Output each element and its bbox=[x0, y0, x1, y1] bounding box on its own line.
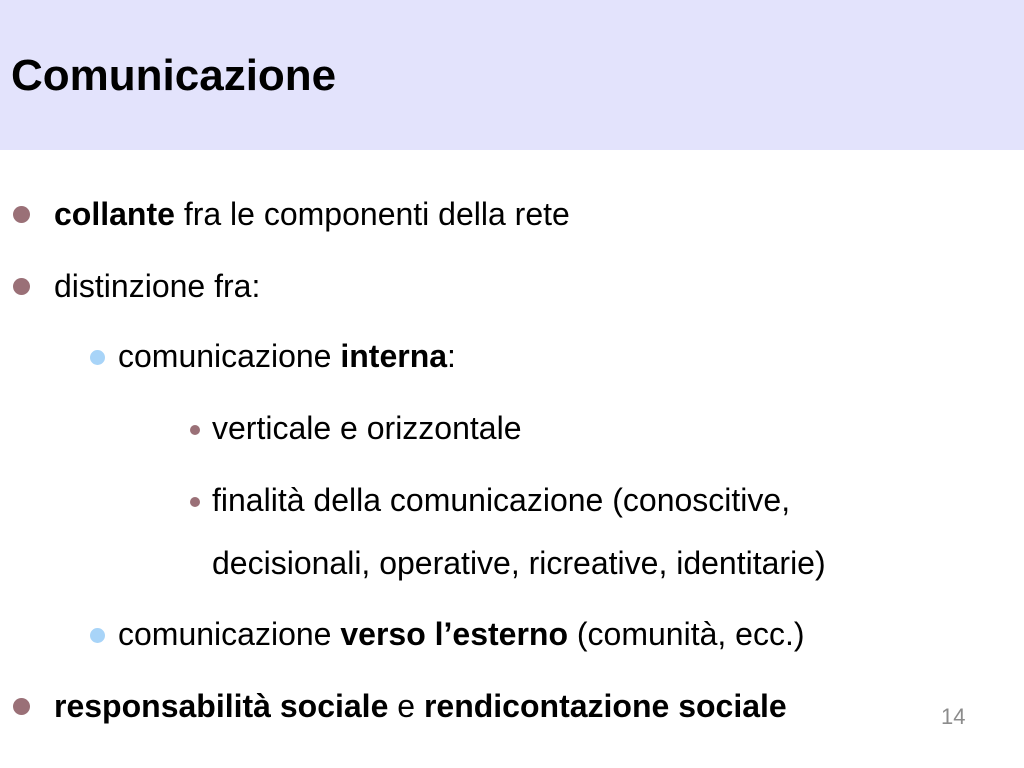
bullet-responsabilita-bold2: rendicontazione sociale bbox=[423, 688, 787, 724]
bullet-esterno-tail: (comunità, ecc.) bbox=[568, 616, 805, 652]
bullet-collante-bold: collante bbox=[54, 196, 175, 232]
page-number: 14 bbox=[941, 704, 966, 729]
bullet-distinzione-text: distinzione fra: bbox=[54, 268, 261, 304]
bullet-verticale bbox=[212, 408, 521, 448]
bullet-dot-distinzione bbox=[13, 278, 30, 295]
bullet-interna-text: comunicazione bbox=[118, 338, 341, 374]
bullet-interna-tail: : bbox=[447, 338, 456, 374]
title-bar bbox=[0, 0, 1024, 150]
bullet-collante-text: fra le componenti della rete bbox=[174, 196, 570, 232]
bullet-finalita-line2 bbox=[212, 543, 826, 583]
bullet-esterno bbox=[118, 614, 805, 654]
bullet-finalita-text2: decisionali, operative, ricreative, identitarie) bbox=[212, 545, 826, 581]
slide-title: Comunicazione bbox=[11, 51, 337, 100]
bullet-responsabilita-bold1: responsabilità sociale bbox=[54, 688, 389, 724]
bullet-finalita-line1 bbox=[212, 480, 790, 520]
bullet-interna-bold: interna bbox=[340, 338, 448, 374]
bullet-dot-esterno bbox=[90, 628, 105, 643]
bullet-finalita-text1: finalità della comunicazione (conoscitive, bbox=[212, 482, 791, 518]
bullet-dot-verticale bbox=[190, 425, 200, 435]
bullet-dot-interna bbox=[90, 350, 105, 365]
bullet-collante bbox=[54, 194, 570, 234]
bullet-interna bbox=[118, 336, 456, 376]
bullet-dot-finalita bbox=[190, 497, 200, 507]
bullet-dot-collante bbox=[13, 206, 30, 223]
bullet-distinzione bbox=[54, 266, 260, 306]
bullet-responsabilita bbox=[54, 686, 787, 726]
bullet-verticale-text: verticale e orizzontale bbox=[212, 410, 522, 446]
bullet-esterno-bold: verso l’esterno bbox=[340, 616, 568, 652]
bullet-esterno-text: comunicazione bbox=[118, 616, 341, 652]
bullet-responsabilita-mid: e bbox=[388, 688, 424, 724]
bullet-dot-responsabilita bbox=[13, 698, 30, 715]
